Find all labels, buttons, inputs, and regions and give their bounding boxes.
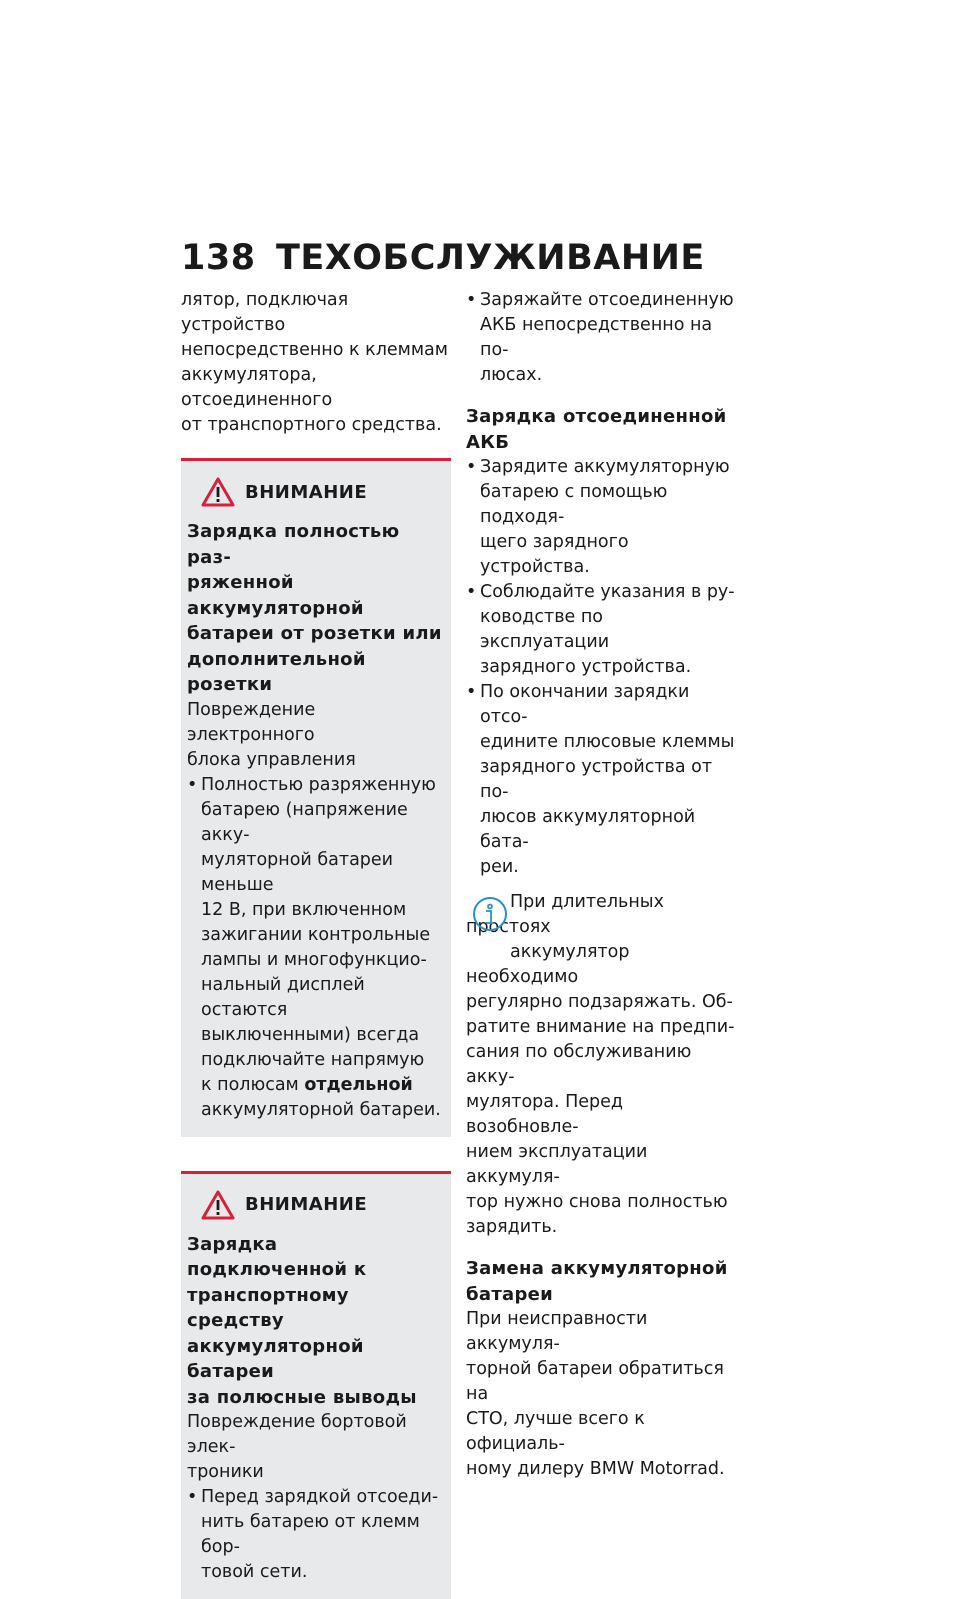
section-heading: Зарядка отсоединенной АКБ <box>466 404 736 455</box>
page-number: 138 <box>181 236 276 280</box>
warning-icon <box>201 477 235 507</box>
top-bullets <box>466 288 736 388</box>
warning-consequence: Повреждение электронного блока управления <box>187 698 443 773</box>
list-item: • Перед зарядкой отсоеди- нить батарею от клемм бор- товой сети. <box>187 1485 443 1585</box>
warning-consequence: Повреждение бортовой элек- троники <box>187 1410 443 1485</box>
list-item: • Зарядите аккумуляторную батарею с помощью подходя- щего зарядного устройства. <box>466 455 736 580</box>
list-item: • Полностью разряженную батарею (напряжение акку- муляторной батареи меньше 12 В, при включенном зажигании контрольные лампы и многофункцио- нальный дисплей остаются выключенными) всегда подключайте напрямую к полюсам отдельной аккумуляторной батареи. <box>187 773 443 1123</box>
warning-header <box>201 477 443 507</box>
warning-measures <box>187 1485 443 1585</box>
section-bullets <box>466 455 736 880</box>
list-item: • Заряжайте отсоединенную АКБ непосредственно на по- люсах. <box>466 288 736 388</box>
info-note <box>466 890 736 1240</box>
right-column <box>466 288 736 1482</box>
intro-text: лятор, подключая устройство непосредственно к клеммам аккумулятора, отсоединенного от транспортного средства. <box>181 288 451 438</box>
warning-box-1 <box>181 458 451 1137</box>
warning-icon <box>201 1190 235 1220</box>
warning-label: ВНИМАНИЕ <box>245 1194 367 1215</box>
warning-box-2 <box>181 1171 451 1599</box>
info-icon <box>472 896 508 932</box>
list-item: • Соблюдайте указания в ру- ководстве по эксплуатации зарядного устройства. <box>466 580 736 680</box>
warning-label: ВНИМАНИЕ <box>245 482 367 503</box>
warning-title: Зарядка полностью раз- ряженной аккумуляторной батареи от розетки или дополнительной розетки <box>187 519 443 698</box>
section-heading: Замена аккумуляторной батареи <box>466 1256 736 1307</box>
page-header <box>181 236 705 280</box>
list-item: • По окончании зарядки отсо- едините плюсовые клеммы зарядного устройства от по- люсов аккумуляторной бата- реи. <box>466 680 736 880</box>
left-column <box>181 288 451 1599</box>
warning-title: Зарядка подключенной к транспортному средству аккумуляторной батареи за полюсные выводы <box>187 1232 443 1411</box>
warning-header <box>201 1190 443 1220</box>
chapter-title: ТЕХОБСЛУЖИВАНИЕ <box>276 238 705 278</box>
emphasis: отдельной <box>304 1075 412 1095</box>
section-text: При неисправности аккумуля- торной батареи обратиться на СТО, лучше всего к официаль- ному дилеру BMW Motorrad. <box>466 1307 736 1482</box>
note-text: При длительных простоях аккумулятор необходимо регулярно подзаряжать. Об- ратите внимание на предпи- сания по обслуживанию акку- мулятора. Перед возобновле- нием эксплуатации аккумуля- тор нужно снова полностью зарядить. <box>466 890 736 1240</box>
warning-measures <box>187 773 443 1123</box>
